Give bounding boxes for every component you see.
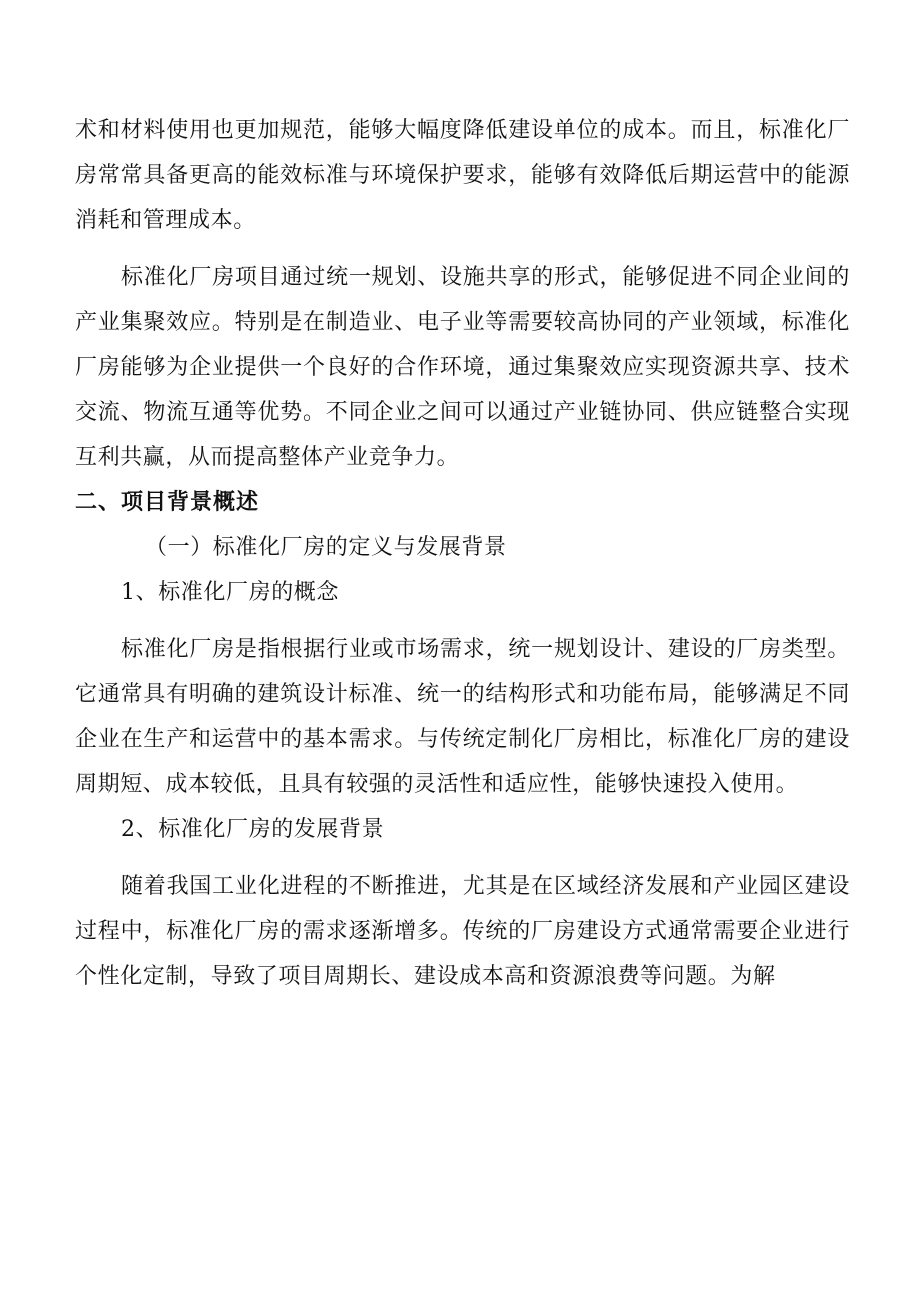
document-page <box>75 108 850 999</box>
subsection-heading-definition: （一）标准化厂房的定义与发展背景 <box>145 535 507 560</box>
paragraph-cost-continuation: 术和材料使用也更加规范，能够大幅度降低建设单位的成本。而且，标准化厂房常常具备更高的能效标准与环境保护要求，能够有效降低后期运营中的能源消耗和管理成本。 <box>75 118 850 233</box>
paragraph-concept: 标准化厂房是指根据行业或市场需求，统一规划设计、建设的厂房类型。它通常具有明确的建筑设计标准、统一的结构形式和功能布局，能够满足不同企业在生产和运营中的基本需求。与传统定制化厂房相比，标准化厂房的建设周期短、成本较低，且具有较强的灵活性和适应性，能够快速投入使用。 <box>75 637 850 797</box>
item-heading-development: 2、标准化厂房的发展背景 <box>121 817 385 842</box>
paragraph-development: 随着我国工业化进程的不断推进，尤其是在区域经济发展和产业园区建设过程中，标准化厂房的需求逐渐增多。传统的厂房建设方式通常需要企业进行个性化定制，导致了项目周期长、建设成本高和资源浪费等问题。为解 <box>75 874 850 989</box>
section-heading-project-background: 二、项目背景概述 <box>75 490 260 515</box>
item-heading-concept: 1、标准化厂房的概念 <box>121 580 339 605</box>
paragraph-industrial-cluster: 标准化厂房项目通过统一规划、设施共享的形式，能够促进不同企业间的产业集聚效应。特别是在制造业、电子业等需要较高协同的产业领域，标准化厂房能够为企业提供一个良好的合作环境，通过集聚效应实现资源共享、技术交流、物流互通等优势。不同企业之间可以通过产业链协同、供应链整合实现互利共赢，从而提高整体产业竞争力。 <box>75 265 850 470</box>
